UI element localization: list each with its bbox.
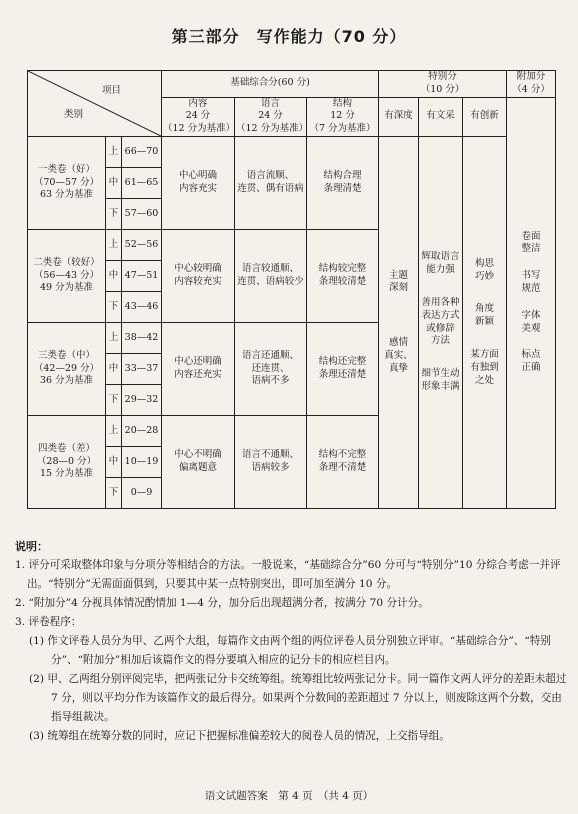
- class-4-structure: 结构不完整 条理不清楚: [307, 416, 379, 509]
- page-title: 第三部分 写作能力（70 分）: [171, 27, 407, 46]
- table-row: 下 57—60: [28, 199, 556, 230]
- class-1-content: 中心明确 内容充实: [162, 137, 235, 230]
- class-2-name: 二类卷（较好） （56—43 分） 49 分为基准: [28, 230, 106, 323]
- note-2: 2. “附加分”4 分视具体情况酌情加 1—4 分，加分后出现超满分者，按满分 70 分计分。: [15, 597, 429, 609]
- class-2-structure: 结构较完整 条理较清楚: [307, 230, 379, 323]
- header-extra: 附加分 （4 分）: [507, 71, 556, 98]
- class-1-structure: 结构合理 条理清楚: [307, 137, 379, 230]
- header-basic: 基础综合分(60 分): [162, 71, 379, 98]
- class-3-language: 语言还通顺、 还连贯、 语病不多: [235, 323, 307, 416]
- scoring-table: [27, 70, 556, 509]
- table-row: 中 10—19: [28, 447, 556, 478]
- notes-section: [15, 537, 567, 746]
- note-3-2: (2) 甲、乙两组分别评阅完毕，把两张记分卡交统筹组。统筹组比较两张记分卡。同一篇作文两人评分的差距未超过 7 分，则以平均分作为该篇作文的最后得分。如果两个分数间的差距超过 7 分以上，则废除这两个分数，交由指导组裁决。: [29, 673, 567, 723]
- class-3-content: 中心还明确 内容还充实: [162, 323, 235, 416]
- header-special: 特别分 （10 分）: [379, 71, 507, 98]
- table-row: 下 0—9: [28, 478, 556, 509]
- class-1-name: 一类卷（好） （70—57 分） 63 分为基准: [28, 137, 106, 230]
- header-language: 语言 24 分 （12 分为基准）: [235, 97, 307, 136]
- class-2-content: 中心较明确 内容较充实: [162, 230, 235, 323]
- table-row: 中 33—37: [28, 354, 556, 385]
- class-4-content: 中心不明确 偏离题意: [162, 416, 235, 509]
- header-innovation: 有创新: [463, 97, 507, 136]
- header-content: 内容 24 分 （12 分为基准）: [162, 97, 235, 136]
- class-4-language: 语言不通顺、 语病较多: [235, 416, 307, 509]
- table-row: 二类卷（较好） （56—43 分） 49 分为基准 上 52—56 中心较明确 内容较充实 语言较通顺、 连贯、语病较少 结构较完整 条理较清楚: [28, 230, 556, 261]
- note-3: 3. 评卷程序：: [15, 616, 82, 628]
- table-row: 中 61—65: [28, 168, 556, 199]
- special-literary: 辉取语言 能力强 善用各种 表达方式 或修辞 方法 细节生动 形象丰满: [419, 137, 463, 509]
- diagonal-header-cell: [28, 71, 162, 137]
- table-row: 四类卷（差） （28—0 分） 15 分为基准 上 20—28 中心不明确 偏离题意 语言不通顺、 语病较多 结构不完整 条理不清楚: [28, 416, 556, 447]
- table-row: 下 43—46: [28, 292, 556, 323]
- class-4-name: 四类卷（差） （28—0 分） 15 分为基准: [28, 416, 106, 509]
- note-1: 1. 评分可采取整体印象与分项分等相结合的方法。一般说来，“基础综合分”60 分可与“特别分”10 分综合考虑一并评出。“特别分”无需面面俱到，只要其中某一点特别突出，即可加至满分 10 分。: [15, 559, 561, 590]
- note-3-3: (3) 统筹组在统筹分数的同时，应记下把握标准偏差较大的阅卷人员的情况，上交指导组。: [29, 730, 450, 742]
- header-depth: 有深度: [379, 97, 419, 136]
- header-item-label: 项目: [102, 85, 122, 96]
- note-3-1: (1) 作文评卷人员分为甲、乙两个大组，每篇作文由两个组的两位评卷人员分别独立评审。“基础综合分”、“特别分”、“附加分”相加后该篇作文的得分要填入相应的记分卡的相应栏目内。: [29, 635, 551, 666]
- special-depth: 主题 深刻 感情 真实、 真挚: [379, 137, 419, 509]
- notes-heading: 说明：: [15, 540, 48, 553]
- class-3-name: 三类卷（中） （42—29 分） 36 分为基准: [28, 323, 106, 416]
- page-footer: 语文试题答案 第 4 页 （共 4 页）: [204, 790, 374, 802]
- diagonal-line: [28, 71, 161, 136]
- class-3-structure: 结构还完整 条理还清楚: [307, 323, 379, 416]
- table-row: 下 29—32: [28, 385, 556, 416]
- header-structure: 结构 12 分 （7 分为基准）: [307, 97, 379, 136]
- header-category-label: 类别: [64, 109, 84, 121]
- table-row: 三类卷（中） （42—29 分） 36 分为基准 上 38—42 中心还明确 内容还充实 语言还通顺、 还连贯、 语病不多 结构还完整 条理还清楚: [28, 323, 556, 354]
- extra-criteria: 卷面 整洁 书写 规范 字体 美观 标点 正确: [507, 97, 556, 508]
- class-1-language: 语言流顺、 连贯、偶有语病: [235, 137, 307, 230]
- table-row: 一类卷（好） （70—57 分） 63 分为基准 上 66—70 中心明确 内容充实 语言流顺、 连贯、偶有语病 结构合理 条理清楚 主题 深刻 感情 真实、 真挚 辉取语言 能力强 善用各种 表达方式 或修辞 方法 细节生动 形象丰满 构思 巧妙 角度 新颖 某方面 有独到 之处: [28, 137, 556, 168]
- header-literary: 有文采: [419, 97, 463, 136]
- special-innovation: 构思 巧妙 角度 新颖 某方面 有独到 之处: [463, 137, 507, 509]
- class-2-language: 语言较通顺、 连贯、语病较少: [235, 230, 307, 323]
- table-row: 中 47—51: [28, 261, 556, 292]
